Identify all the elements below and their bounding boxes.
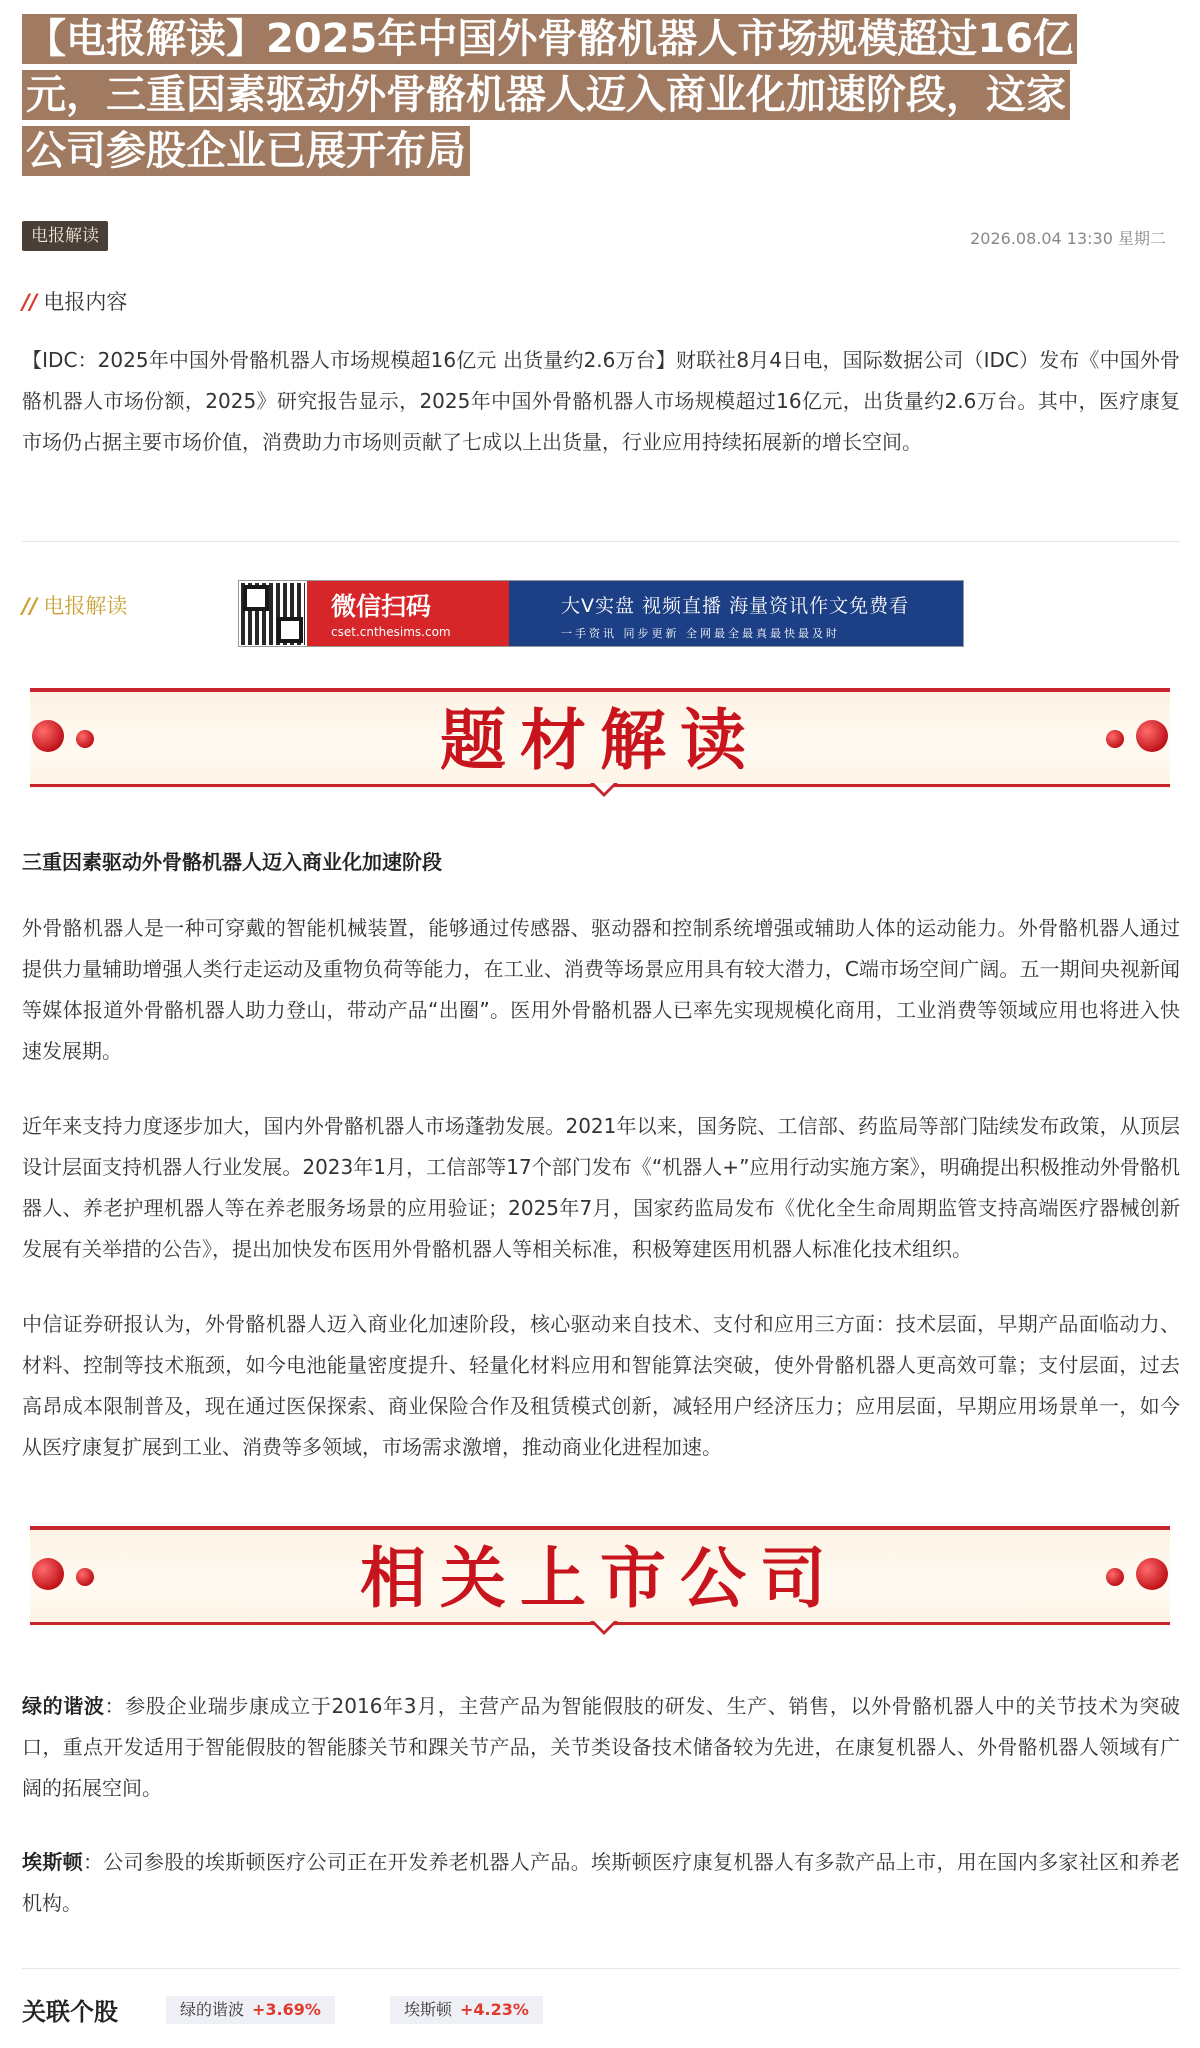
company-desc: 公司参股的埃斯顿医疗公司正在开发养老机器人产品。埃斯顿医疗康复机器人有多款产品上市，用在国内多家社区和养老机构。	[22, 1850, 1181, 1915]
title-line-2: 元，三重因素驱动外骨骼机器人迈入商业化加速阶段，这家	[22, 70, 1070, 120]
article-title	[22, 14, 1182, 182]
company-separator: ：	[104, 1694, 126, 1718]
section-divider	[22, 541, 1180, 542]
promo-banner[interactable]	[238, 580, 964, 647]
promo-site-text: cset.cnthesims.com	[331, 625, 451, 639]
theme-paragraph-3: 中信证券研报认为，外骨骼机器人迈入商业化加速阶段，核心驱动来自技术、支付和应用三方面：技术层面，早期产品面临动力、材料、控制等技术瓶颈，如今电池能量密度提升、轻量化材料应用和智能算法突破，使外骨骼机器人更高效可靠；支付层面，过去高昂成本限制普及，现在通过医保探索、商业保险合作及租赁模式创新，减轻用户经济压力；应用层面，早期应用场景单一，如今从医疗康复扩展到工业、消费等多领域，市场需求激增，推动商业化进程加速。	[22, 1312, 1180, 1459]
stock-name: 埃斯顿	[404, 2000, 453, 2019]
publish-datetime: 2026.08.04 13:30 星期二	[970, 229, 1166, 248]
slash-mark-icon: //	[22, 290, 38, 314]
company-banner-text: 相关上市公司	[360, 1539, 840, 1617]
theme-banner-text: 题材解读	[440, 701, 760, 779]
theme-paragraph-2: 近年来支持力度逐步加大，国内外骨骼机器人市场蓬勃发展。2021年以来，国务院、工信部、药监局等部门陆续发布政策，从顶层设计层面支持机器人行业发展。2023年1月，工信部等17个部门发布《“机器人+”应用行动实施方案》，明确提出积极推动外骨骼机器人、养老护理机器人等在养老服务场景的应用验证；2025年7月，国家药监局发布《优化全生命周期监管支持高端医疗器械创新发展有关举措的公告》，提出加快发布医用外骨骼机器人等相关标准，积极筹建医用机器人标准化技术组织。	[22, 1114, 1180, 1261]
company-item	[22, 1842, 1180, 1924]
stock-chip[interactable]	[390, 1996, 543, 2024]
qr-code-icon	[241, 583, 305, 645]
category-tag[interactable]: 电报解读	[22, 221, 108, 251]
title-line-1: 【电报解读】2025年中国外骨骼机器人市场规模超过16亿	[22, 14, 1077, 64]
promo-sub-text: 一手资讯 同步更新 全网最全最真最快最及时	[561, 627, 840, 640]
stock-change: +4.23%	[460, 2000, 529, 2019]
company-item	[22, 1686, 1180, 1809]
theme-banner	[30, 684, 1170, 802]
title-line-3: 公司参股企业已展开布局	[22, 126, 470, 176]
stock-change: +3.69%	[252, 2000, 321, 2019]
promo-scan-text: 微信扫码	[331, 592, 432, 621]
company-desc: 参股企业瑞步康成立于2016年3月，主营产品为智能假肢的研发、生产、销售，以外骨骼机器人中的关节技术为突破口，重点开发适用于智能假肢的智能膝关节和踝关节产品，关节类设备技术储备较为先进，在康复机器人、外骨骼机器人领域有广阔的拓展空间。	[22, 1694, 1181, 1800]
theme-paragraph-1: 外骨骼机器人是一种可穿戴的智能机械装置，能够通过传感器、驱动器和控制系统增强或辅助人体的运动能力。外骨骼机器人通过提供力量辅助增强人类行走运动及重物负荷等能力，在工业、消费等场景应用具有较大潜力，C端市场空间广阔。五一期间央视新闻等媒体报道外骨骼机器人助力登山，带动产品“出圈”。医用外骨骼机器人已率先实现规模化商用，工业消费等领域应用也将进入快速发展期。	[22, 916, 1180, 1063]
promo-main-text: 大V实盘 视频直播 海量资讯作文免费看	[561, 595, 910, 617]
stock-chip[interactable]	[166, 1996, 335, 2024]
section-heading-telegram-text: 电报内容	[43, 290, 128, 314]
company-banner	[30, 1522, 1170, 1640]
section-heading-interpret-text: 电报解读	[43, 594, 128, 618]
theme-subtitle: 三重因素驱动外骨骼机器人迈入商业化加速阶段	[22, 850, 442, 874]
related-stocks-label: 关联个股	[22, 1998, 118, 2026]
company-name[interactable]: 绿的谐波	[22, 1694, 105, 1718]
telegram-body: 【IDC：2025年中国外骨骼机器人市场规模超16亿元 出货量约2.6万台】财联社8月4日电，国际数据公司（IDC）发布《中国外骨骼机器人市场份额，2025》研究报告显示，2025年中国外骨骼机器人市场规模超过16亿元，出货量约2.6万台。其中，医疗康复市场仍占据主要市场价值，消费助力市场则贡献了七成以上出货量，行业应用持续拓展新的增长空间。	[22, 348, 1180, 454]
section-heading-telegram	[22, 286, 127, 316]
company-name[interactable]: 埃斯顿	[22, 1850, 83, 1874]
company-separator: ：	[82, 1850, 104, 1874]
section-heading-interpret	[22, 590, 127, 620]
section-divider	[22, 1968, 1180, 1969]
slash-mark-icon: //	[22, 594, 38, 618]
stock-name: 绿的谐波	[180, 2000, 245, 2019]
